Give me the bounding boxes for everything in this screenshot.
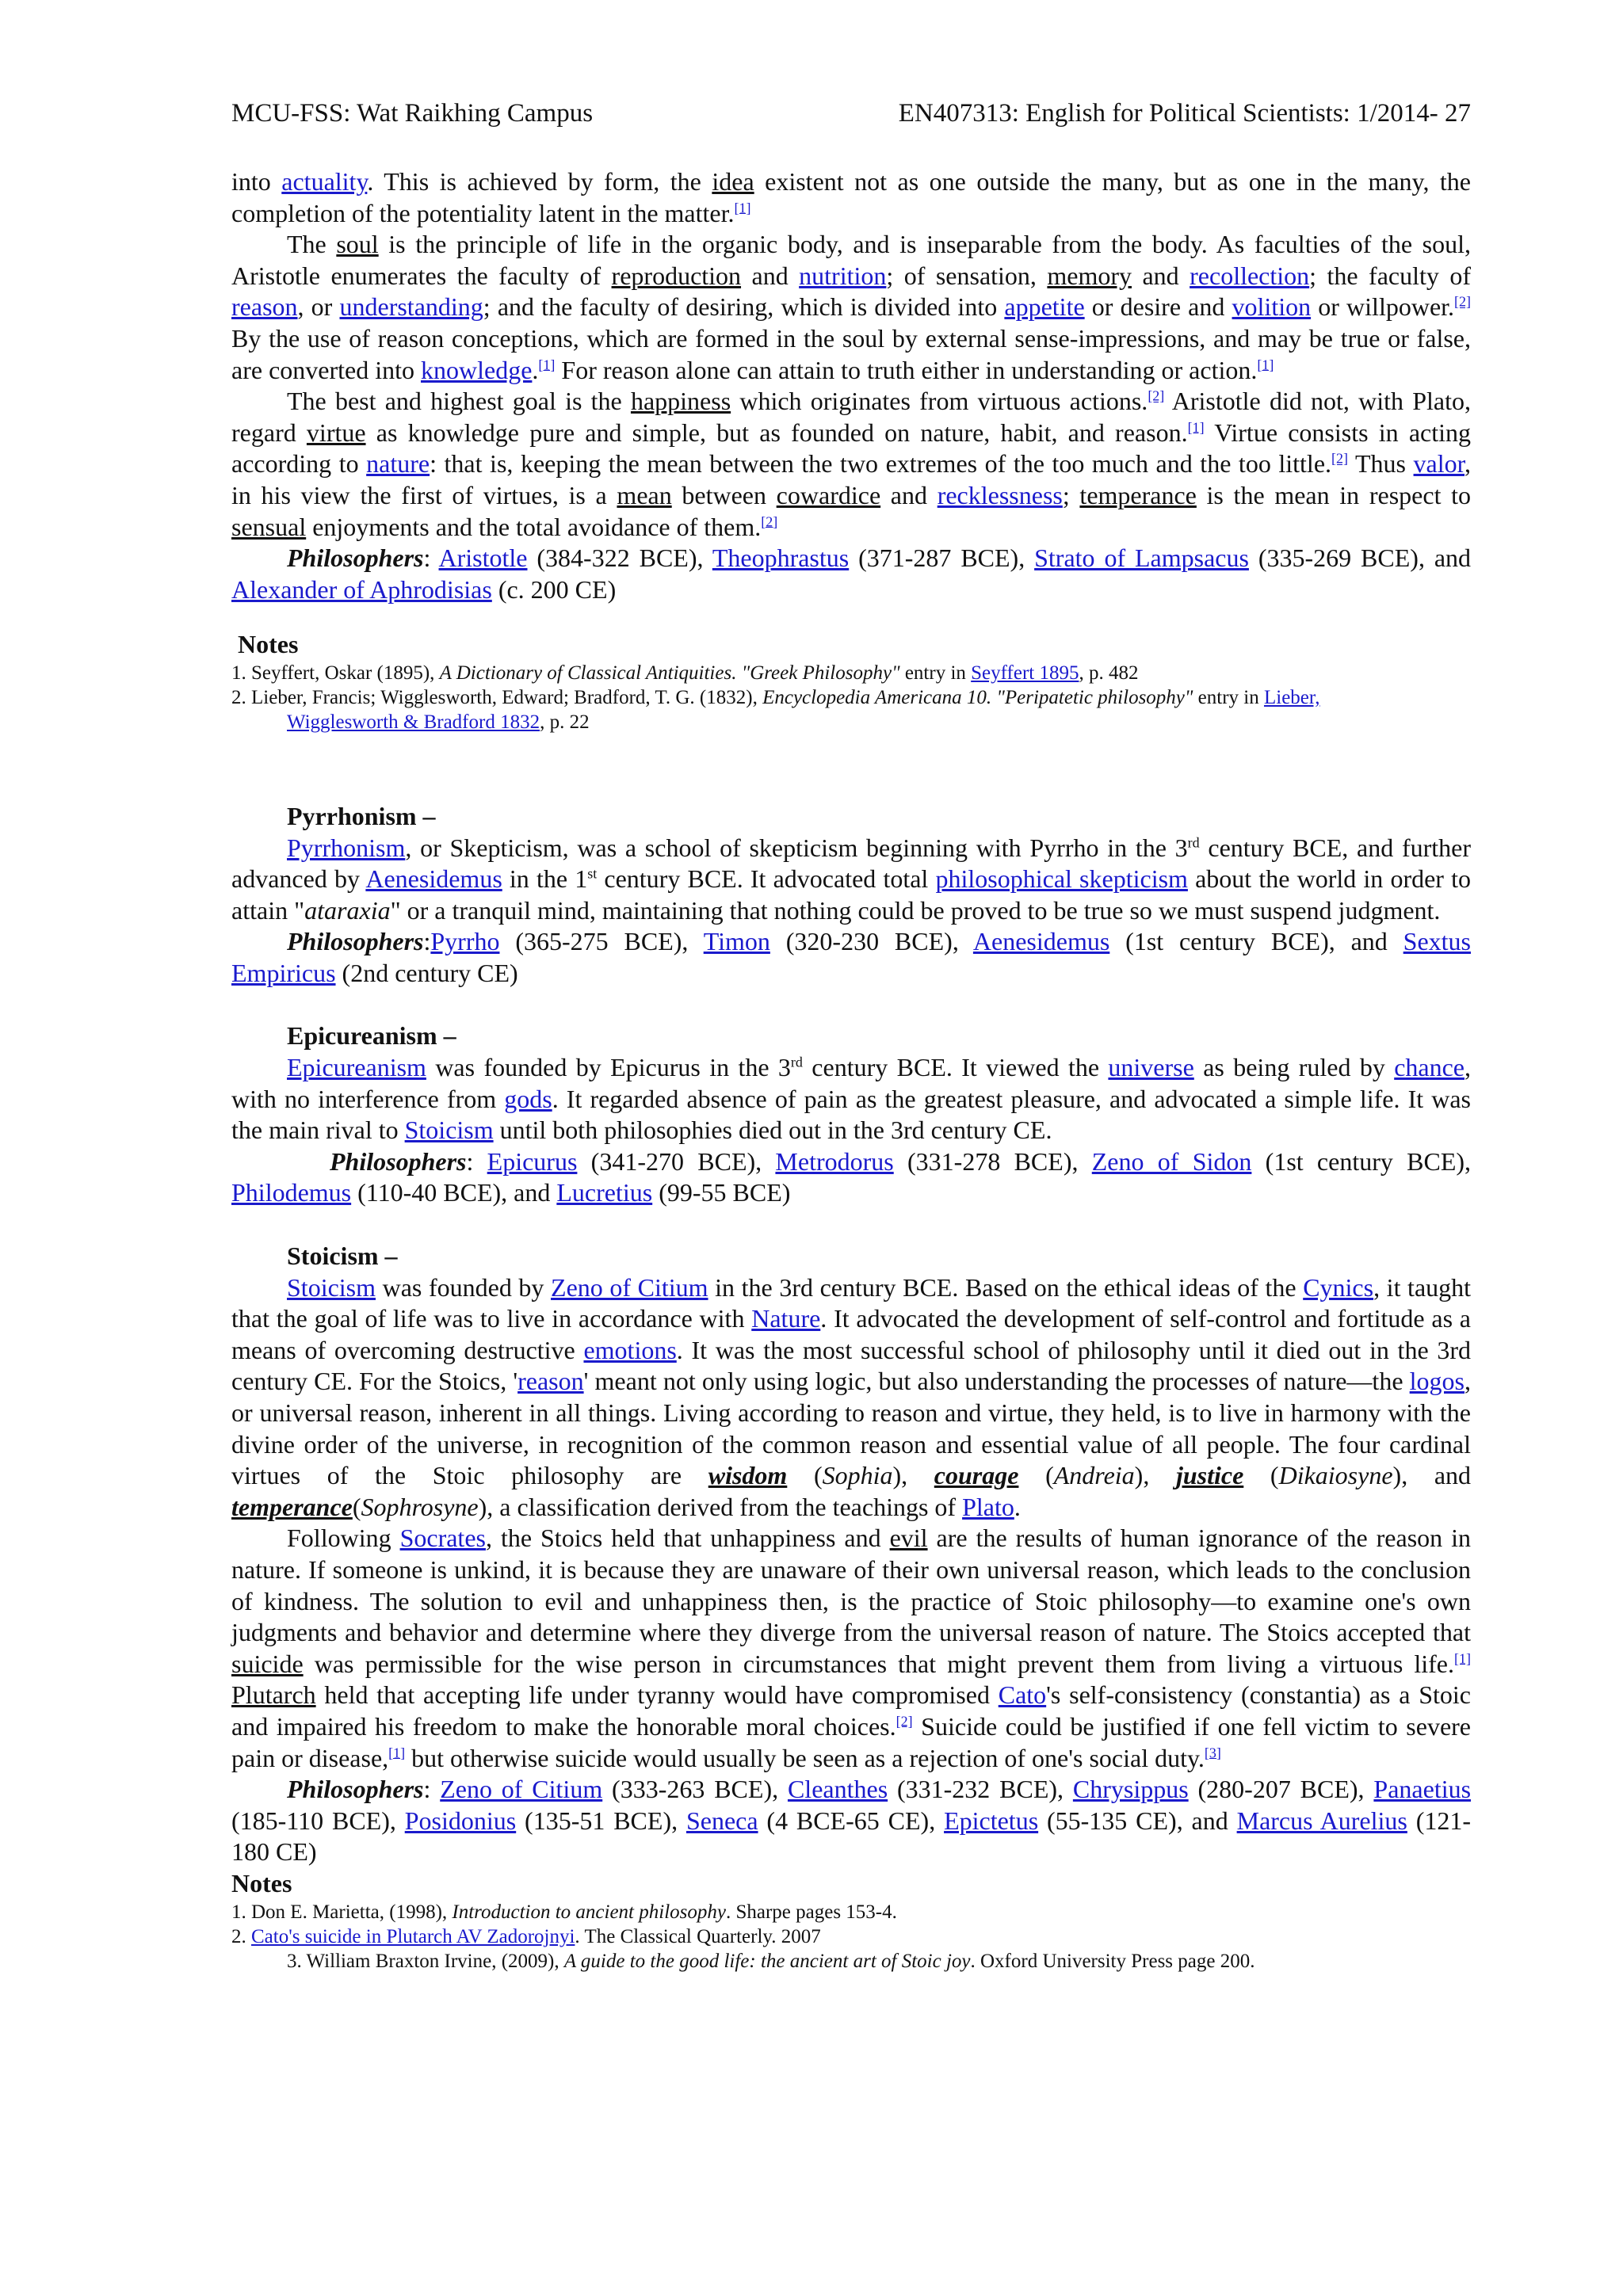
link-cynics[interactable]: Cynics [1303,1272,1374,1302]
footnote-ref[interactable]: [1] [1454,1650,1471,1667]
link-panaetius[interactable]: Panaetius [1373,1775,1472,1804]
philosophers-list: Philosophers: Epicurus (341-270 BCE), Metrodorus (331-278 BCE), Zeno of Sidon (1st century BCE), Philodemus (110-40 BCE), and Lucretius (99-55 BCE) [231,1146,1472,1207]
footnote-ref[interactable]: [1] [734,199,751,215]
document-body [231,166,1471,1974]
link-stoicism-2[interactable]: Stoicism [287,1272,376,1302]
link-plato[interactable]: Plato [962,1492,1014,1521]
footnote-ref[interactable]: [1] [1187,419,1205,436]
footnote-ref[interactable]: [1] [538,356,556,372]
philosophers-list: Philosophers:Pyrrho (365-275 BCE), Timon (320-230 BCE), Aenesidemus (1st century BCE), and Sextus Empiricus (2nd century CE) [231,927,1471,987]
link-valor[interactable]: valor [1413,449,1465,479]
footnote-ref[interactable]: [2] [1148,387,1165,404]
link-volition[interactable]: volition [1232,292,1312,322]
link-emotions[interactable]: emotions [583,1335,677,1364]
section-heading-epicureanism: Epicureanism – [287,1021,456,1051]
link-cato-suicide[interactable]: Cato's suicide in Plutarch AV Zadorojnyi [251,1925,575,1947]
link-reason-2[interactable]: reason [517,1367,584,1396]
link-aenesidemus[interactable]: Aenesidemus [365,864,502,894]
note-item: Wigglesworth & Bradford 1832, p. 22 [287,711,590,733]
link-universe[interactable]: universe [1108,1053,1194,1082]
link-nature[interactable]: nature [366,449,430,479]
link-socrates[interactable]: Socrates [399,1524,486,1553]
link-understanding[interactable]: understanding [339,292,483,322]
link-stoicism[interactable]: Stoicism [404,1116,494,1145]
header-course: EN407313: English for Political Scientists: 1/2014- 27 [898,99,1471,128]
link-epicureanism[interactable]: Epicureanism [287,1053,426,1082]
link-cleanthes[interactable]: Cleanthes [787,1775,888,1804]
footnote-ref[interactable]: [3] [1204,1744,1221,1760]
link-sextus[interactable]: Sextus Empiricus [231,927,1471,987]
link-gods[interactable]: gods [504,1084,552,1113]
link-recollection[interactable]: recollection [1190,261,1310,290]
link-epictetus[interactable]: Epictetus [944,1806,1039,1835]
link-chrysippus[interactable]: Chrysippus [1072,1775,1189,1804]
link-epicurus[interactable]: Epicurus [487,1146,578,1176]
paragraph: The soul is the principle of life in the organic body, and is inseparable from the body. As faculties of the soul, Aristotle enumerates the faculty of reproduction and nutrition; of sensation, memory and recollection; the faculty of reason, or understanding; and the faculty of desiring, which is divided into appetite or desire and volition or willpower.[2] By the use of reason conceptions, which are formed in the soul by external sense-impressions, and may be true or false, are converted into knowledge.[1] For reason alone can attain to truth either in understanding or action.[1] [231,230,1472,384]
link-chance[interactable]: chance [1394,1053,1465,1082]
link-logos[interactable]: logos [1409,1367,1465,1396]
notes-section [231,629,1471,734]
philosophers-list: Philosophers: Aristotle (384-322 BCE), Theophrastus (371-287 BCE), Strato of Lampsacus (335-269 BCE), and Alexander of Aphrodisias (c. 200 CE) [231,543,1472,604]
link-knowledge[interactable]: knowledge [421,355,533,384]
link-nutrition[interactable]: nutrition [799,261,887,290]
link-posidonius[interactable]: Posidonius [404,1806,517,1835]
link-pyrrhonism[interactable]: Pyrrhonism [287,833,406,862]
header-campus: MCU-FSS: Wat Raikhing Campus [231,99,594,128]
footnote-ref[interactable]: [2] [761,513,778,529]
link-timon[interactable]: Timon [703,927,770,956]
link-alexander[interactable]: Alexander of Aphrodisias [231,574,492,604]
link-aenesidemus-2[interactable]: Aenesidemus [972,927,1110,956]
link-lucretius[interactable]: Lucretius [556,1178,653,1207]
notes-heading: Notes [231,1868,292,1897]
page-header [231,93,1471,133]
note-item: 2. Cato's suicide in Plutarch AV Zadorojnyi. The Classical Quarterly. 2007 [231,1925,821,1947]
link-seneca[interactable]: Seneca [685,1806,758,1835]
term-idea: idea [712,167,754,196]
footnote-ref[interactable]: [1] [1257,356,1274,372]
link-lieber-cont[interactable]: Wigglesworth & Bradford 1832 [287,711,540,733]
link-marcus-aurelius[interactable]: Marcus Aurelius [1236,1806,1407,1835]
footnote-ref[interactable]: [1] [388,1744,406,1760]
link-zeno-of-sidon[interactable]: Zeno of Sidon [1091,1146,1252,1176]
link-appetite[interactable]: appetite [1004,292,1085,322]
notes-heading: Notes [238,630,299,659]
link-cato[interactable]: Cato [998,1680,1047,1710]
paragraph: The best and highest goal is the happiness which originates from virtuous actions.[2] Aristotle did not, with Plato, regard virtue as knowledge pure and simple, but as founded on nature, habit, and reason.[1] Virtue consists in acting according to nature: that is, keeping the mean between the two extremes of the too much and the too little.[2] Thus valor, in his view the first of virtues, is a mean between cowardice and recklessness; temperance is the mean in respect to sensual enjoyments and the total avoidance of them.[2] [231,387,1472,541]
paragraph: into actuality. This is achieved by form, the idea existent not as one outside the many, but as one in the many, the completion of the potentiality latent in the matter.[1] [231,167,1472,227]
note-item: 3. William Braxton Irvine, (2009), A guide to the good life: the ancient art of Stoic joy. Oxford University Press page 200. [287,1950,1255,1972]
link-zeno-of-citium[interactable]: Zeno of Citium [551,1272,708,1302]
philosophers-list: Philosophers: Zeno of Citium (333-263 BCE), Cleanthes (331-232 BCE), Chrysippus (280-207 BCE), Panaetius (185-110 BCE), Posidonius (135-51 BCE), Seneca (4 BCE-65 CE), Epictetus (55-135 CE), and Marcus Aurelius (121-180 CE) [231,1775,1472,1867]
link-strato[interactable]: Strato of Lampsacus [1034,543,1249,573]
link-reason[interactable]: reason [231,292,298,322]
link-theophrastus[interactable]: Theophrastus [712,543,850,573]
link-actuality[interactable]: actuality [281,167,368,196]
paragraph: Pyrrhonism, or Skepticism, was a school of skepticism beginning with Pyrrho in the 3rd century BCE, and further advanced by Aenesidemus in the 1st century BCE. It advocated total philosophical skepticism about the world in order to attain "ataraxia" or a tranquil mind, maintaining that nothing could be proved to be true so we must suspend judgment. [231,833,1472,925]
note-item: 1. Seyffert, Oskar (1895), A Dictionary of Classical Antiquities. "Greek Philosophy" entry in Seyffert 1895, p. 482 [231,662,1139,684]
section-heading-stoicism: Stoicism – [287,1241,398,1271]
link-recklessness[interactable]: recklessness [937,480,1063,509]
section-heading-pyrrhonism: Pyrrhonism – [287,801,436,830]
link-lieber[interactable]: Lieber, [1263,686,1320,708]
footnote-ref[interactable]: [2] [1331,450,1349,467]
paragraph: Epicureanism was founded by Epicurus in the 3rd century BCE. It viewed the universe as being ruled by chance, with no interference from gods. It regarded absence of pain as the greatest pleasure, and advocated a simple life. It was the main rival to Stoicism until both philosophies died out in the 3rd century CE. [231,1053,1471,1145]
link-pyrrho[interactable]: Pyrrho [430,927,500,956]
footnote-ref[interactable]: [2] [896,1713,913,1730]
link-zeno-of-citium-2[interactable]: Zeno of Citium [440,1775,603,1804]
link-nature-2[interactable]: Nature [751,1304,821,1333]
link-aristotle[interactable]: Aristotle [438,543,528,573]
notes-section [231,1868,1471,1974]
paragraph: Following Socrates, the Stoics held that unhappiness and evil are the results of human ignorance of the reason in nature. If someone is unkind, it is because they are unaware of their own universal reason, which leads to the conclusion of kindness. The solution to evil and unhappiness then, is the practice of Stoic philosophy—to examine one's own judgments and behavior and determine where they diverge from the universal reason of nature. The Stoics accepted that suicide was permissible for the wise person in circumstances that might prevent them from living a virtuous life.[1] Plutarch held that accepting life under tyranny would have compromised Cato's self-consistency (constantia) as a Stoic and impaired his freedom to make the honorable moral choices.[2] Suicide could be justified if one fell victim to severe pain or disease,[1] but otherwise suicide would usually be seen as a rejection of one's social duty.[3] [231,1524,1472,1772]
link-metrodorus[interactable]: Metrodorus [775,1146,894,1176]
note-item: 2. Lieber, Francis; Wigglesworth, Edward; Bradford, T. G. (1832), Encyclopedia Americana 10. "Peripatetic philosophy" entry in Lieber, [231,686,1320,708]
link-seyffert[interactable]: Seyffert 1895 [971,662,1079,684]
link-philodemus[interactable]: Philodemus [231,1178,352,1207]
footnote-ref[interactable]: [2] [1454,293,1472,310]
note-item: 1. Don E. Marietta, (1998), Introduction to ancient philosophy. Sharpe pages 153-4. [231,1901,897,1923]
paragraph: Stoicism was founded by Zeno of Citium in the 3rd century BCE. Based on the ethical ideas of the Cynics, it taught that the goal of life was to live in accordance with Nature. It advocated the development of self-control and fortitude as a means of overcoming destructive emotions. It was the most successful school of philosophy until it died out in the 3rd century CE. For the Stoics, 'reason' meant not only using logic, but also understanding the processes of nature—the logos, or universal reason, inherent in all things. Living according to reason and virtue, they held, is to live in harmony with the divine order of the universe, in recognition of the common reason and essential value of all people. The four cardinal virtues of the Stoic philosophy are wisdom (Sophia), courage (Andreia), justice (Dikaiosyne), and temperance(Sophrosyne), a classification derived from the teachings of Plato. [231,1272,1472,1521]
link-philosophical-skepticism[interactable]: philosophical skepticism [935,864,1188,894]
